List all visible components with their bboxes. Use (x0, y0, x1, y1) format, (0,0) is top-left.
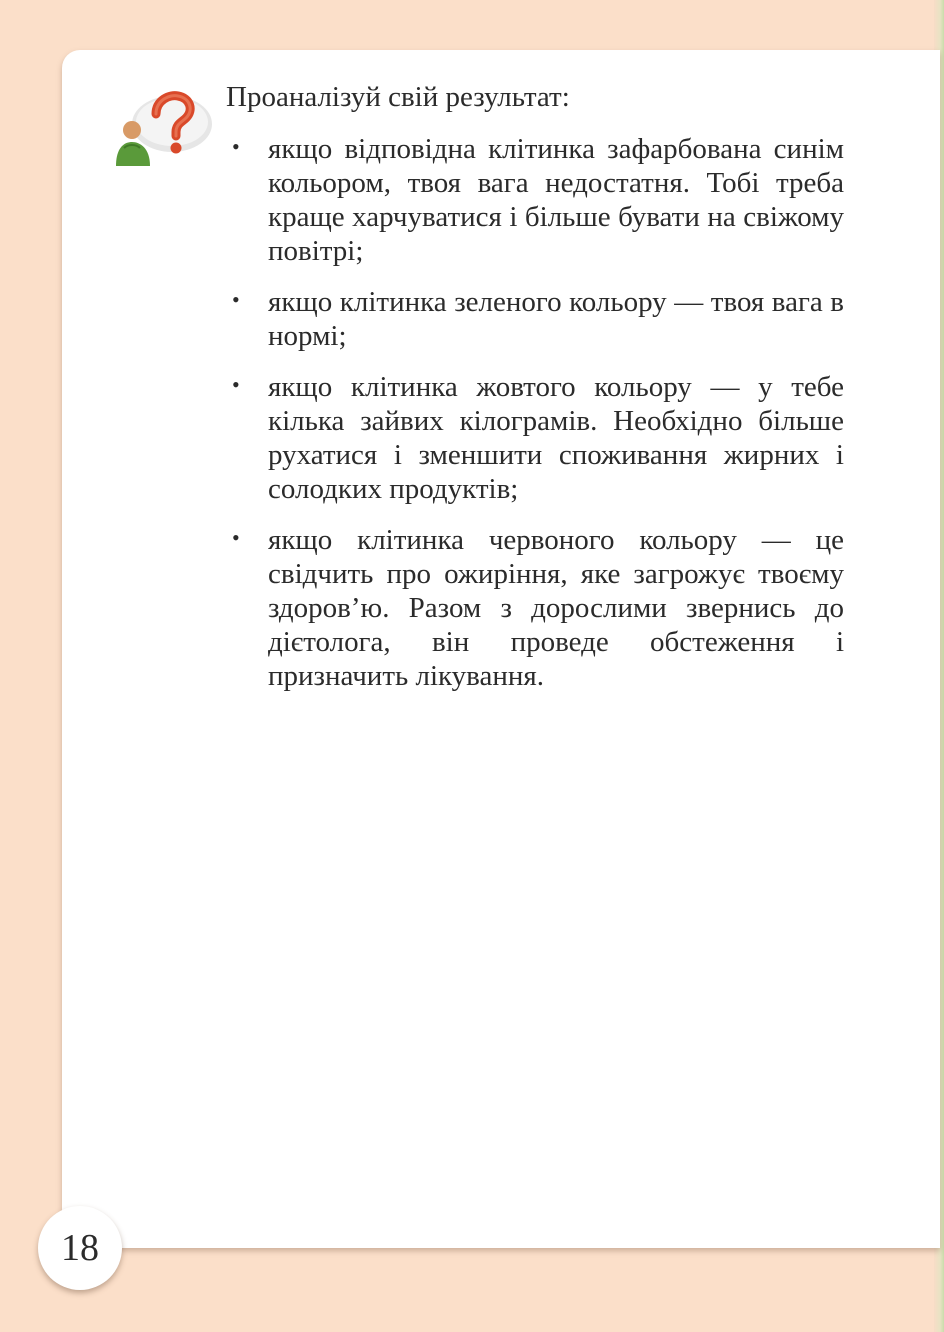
intro-text: Проаналізуй свій результат: (226, 81, 570, 113)
list-item (232, 523, 844, 693)
bullet-dot: • (232, 134, 240, 159)
person-question-icon (110, 86, 220, 176)
list-item-text: якщо клітинка жовтого кольору — у тебе кілька зайвих кілограмів. Необхідно більше рухатися і зменшити споживання жирних і солодких продуктів; (268, 371, 844, 505)
page-number: 18 (61, 1227, 99, 1269)
list-item-text: якщо клітинка зеленого кольору — твоя вага в нормі; (268, 286, 844, 352)
bullet-dot: • (232, 372, 240, 397)
bullet-dot: • (232, 525, 240, 550)
result-list (232, 132, 844, 710)
list-item (232, 132, 844, 268)
list-item-text: якщо клітинка червоного кольору — це свідчить про ожиріння, яке загрожує твоєму здоров’ю. Разом з дорослими звернись до дієтолога, він проведе обстеження і призначить лікування. (268, 524, 844, 692)
list-item (232, 285, 844, 353)
page-number-badge (38, 1206, 122, 1290)
list-item-text: якщо відповідна клітинка зафарбована синім кольором, твоя вага недостатня. Тобі треба краще харчуватися і більше бувати на свіжому повітрі; (268, 133, 844, 267)
list-item (232, 370, 844, 506)
bullet-dot: • (232, 287, 240, 312)
